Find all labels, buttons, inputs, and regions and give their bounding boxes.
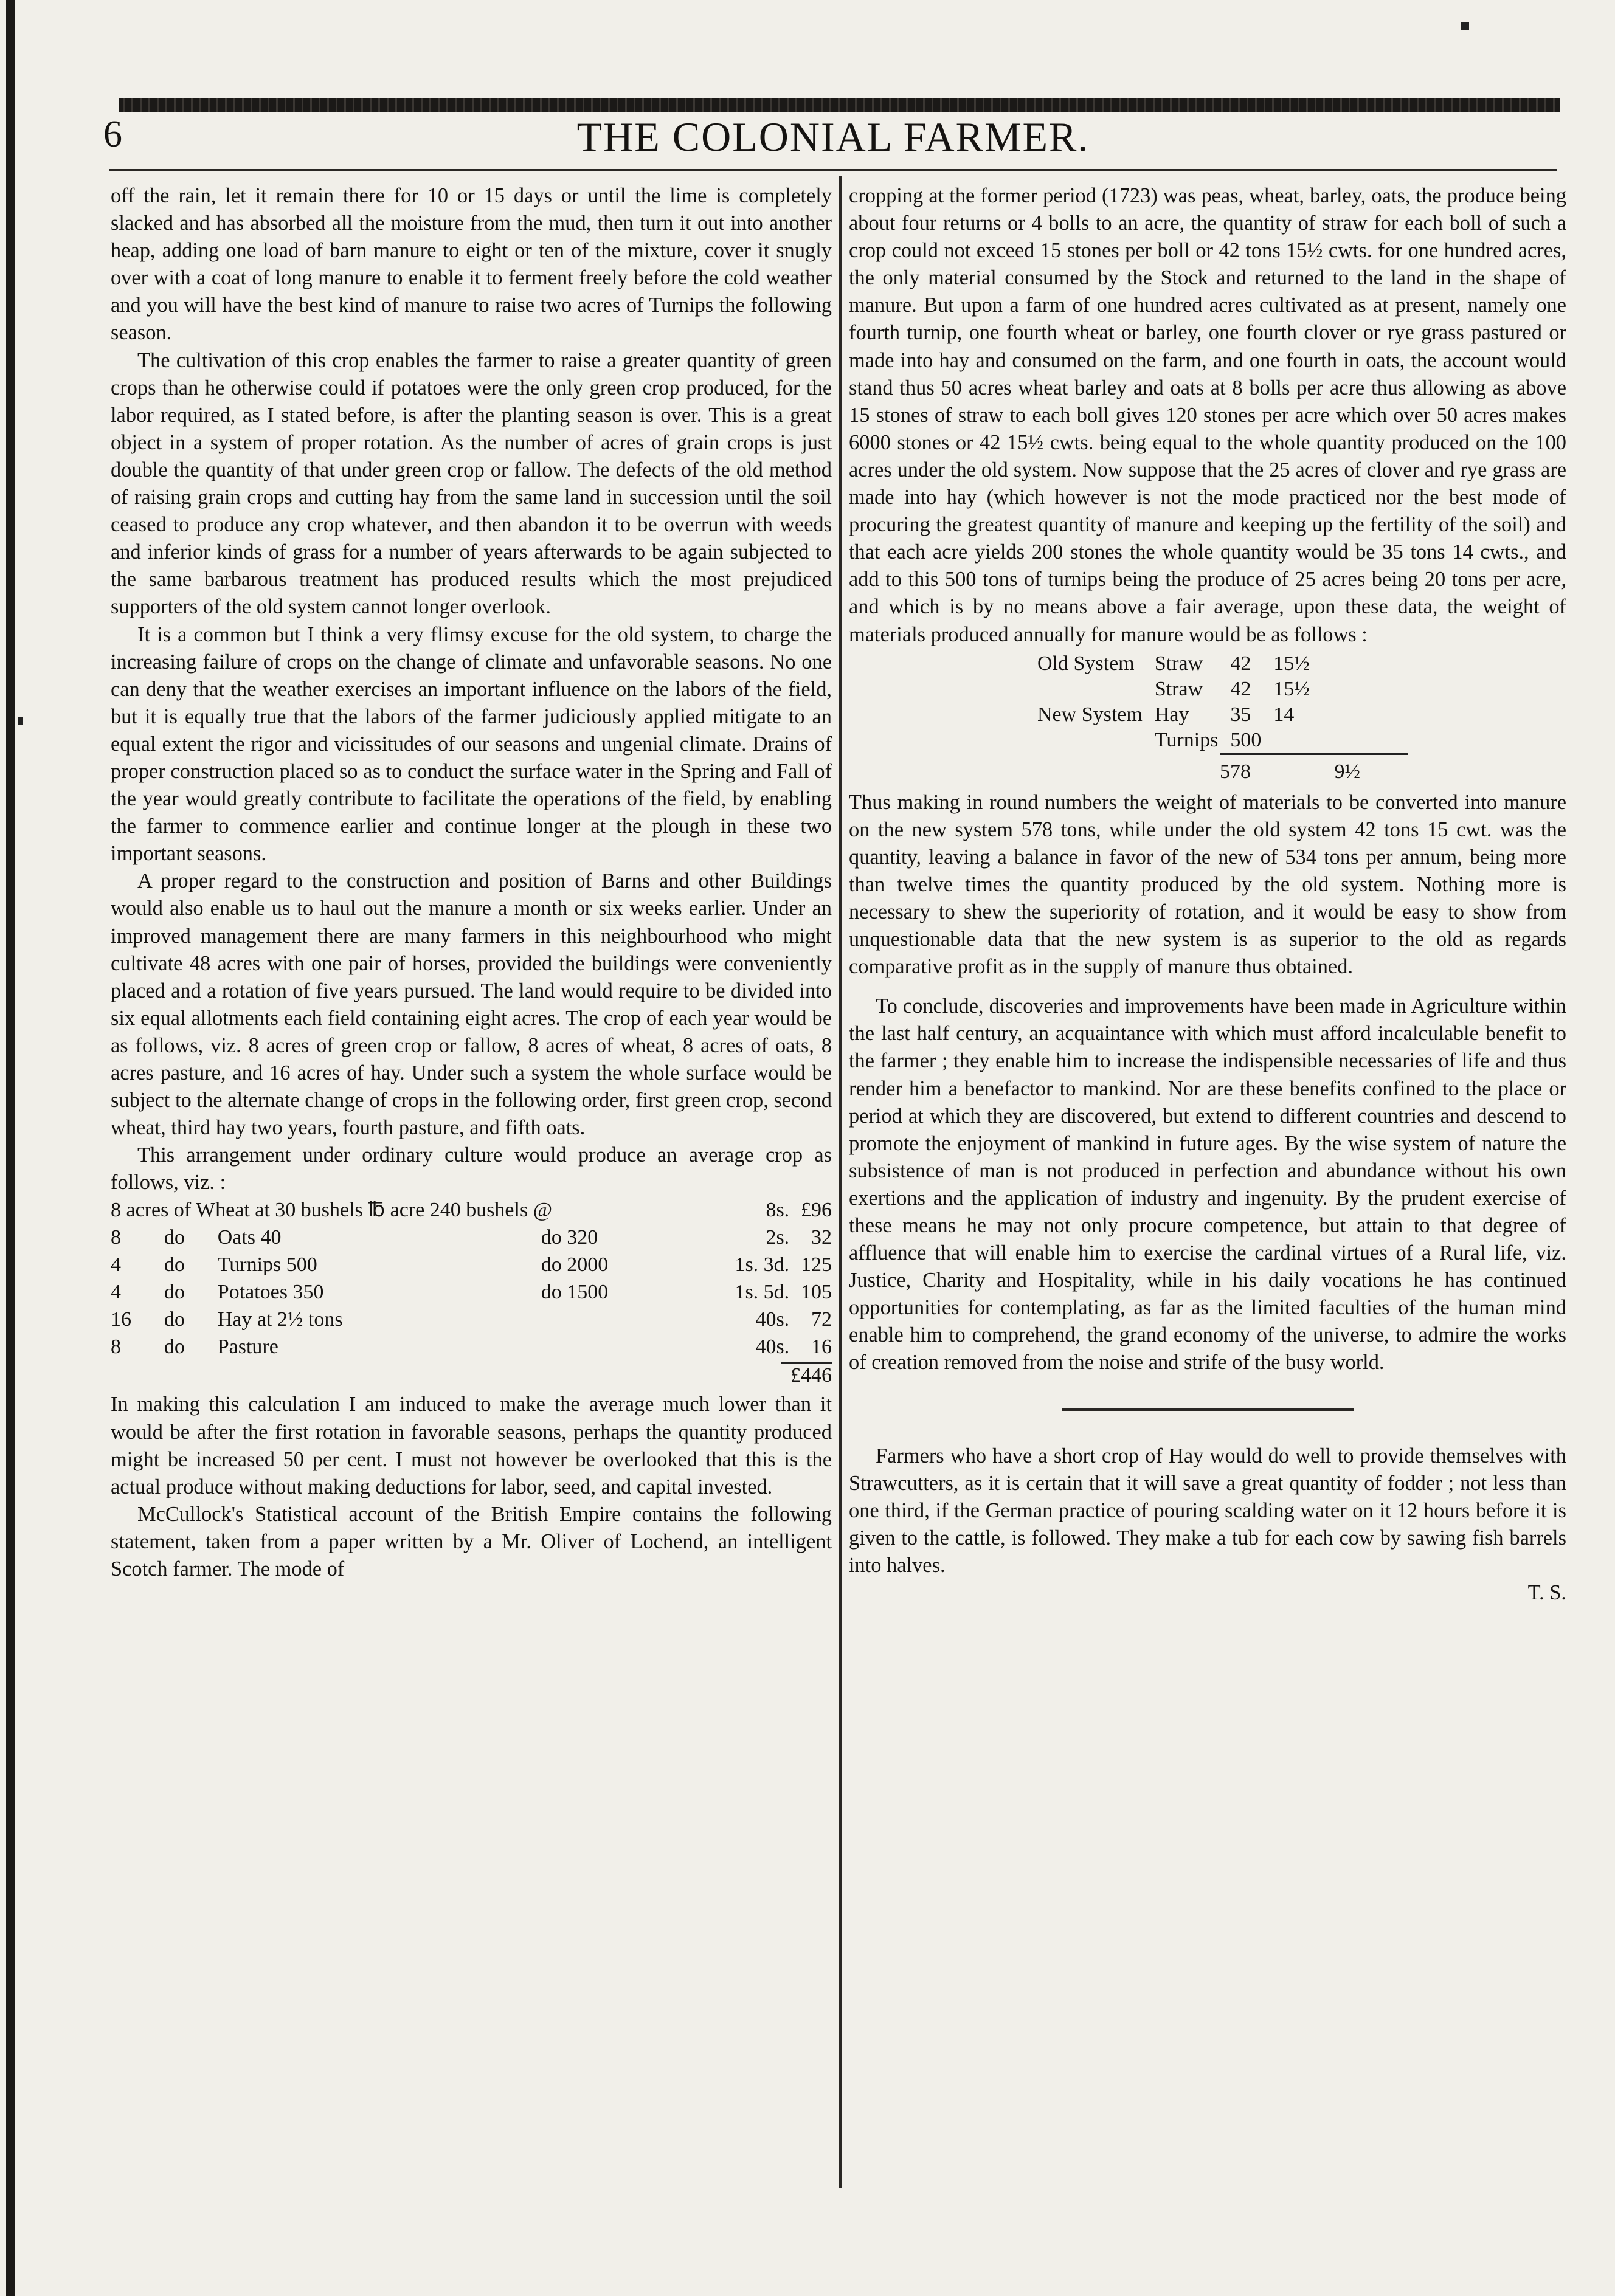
table-cell: do 2000 <box>541 1253 609 1277</box>
table-cell: 105 <box>801 1281 832 1304</box>
paragraph: To conclude, discoveries and improvements have been made in Agriculture within the last half century, an acquaintance with which must afford incalculable benefit to the farmer ; they enable him to increase the indispensible necessaries of life and thus render him a benefactor to mankind. Nor are these benefits confined to the place or period at which they are discovered, but extend to different countries and descend to promote the enjoyment of mankind in future ages. By the wise system of nature the subsistence of man is not produced in perfection and abundance without his own exertions and the application of industry and ingenuity. By the prudent exercise of these means he may not only procure competence, but attain to that degree of affluence that will enable him to exercise the cardinal virtues of a Rural life, viz. Justice, Charity and Hospitality, while in his daily vocations he has continued opportunities for contemplating, as far as the limited faculties of the human mind enable him to comprehend, the grand economy of the universe, to admire the works of creation removed from the noise and strife of the busy world. <box>849 995 1566 1374</box>
table-cell: do <box>164 1281 185 1304</box>
table-cell: Turnips 500 <box>217 1253 317 1277</box>
systems-total-cwt: 9½ <box>1334 760 1360 783</box>
table-cell: 8 <box>111 1226 121 1249</box>
table-cell <box>541 1333 715 1360</box>
right-column <box>849 182 1566 1607</box>
manure-systems-table <box>1031 651 1316 753</box>
table-cell: 1s. 3d. <box>735 1253 790 1277</box>
table-cell: Hay <box>1154 703 1189 726</box>
table-cell: Straw <box>1154 652 1203 675</box>
author-signature: T. S. <box>1527 1581 1566 1605</box>
header-ornamental-rule <box>119 98 1560 112</box>
page-header <box>103 113 1563 162</box>
table-cell: 8 <box>111 1336 121 1359</box>
table-cell: 1s. 5d. <box>735 1281 790 1304</box>
table-cell: do <box>164 1336 185 1359</box>
paragraph: cropping at the former period (1723) was peas, wheat, barley, oats, the produce being about four returns or 4 bolls to an acre, the quantity of straw for each boll of such a crop could not exceed 15 stones per boll or 42 tons 15½ cwts. for one hundred acres, the only material consumed by the Stock and returned to the land in the shape of manure. But upon a farm of one hundred acres cultivated as at present, namely one fourth turnip, one fourth wheat or barley, one fourth clover or rye grass pastured or made into hay and consumed on the farm, and one fourth in oats, the account would stand thus 50 acres wheat barley and oats at 8 bolls per acre thus allowing as above 15 stones of straw to each boll gives 120 stones per acre which over 50 acres makes 6000 stones or 42 15½ cwts. being equal to the whole quantity produced on the 100 acres under the old system. Now suppose that the 25 acres of clover and rye grass are made into hay (which however is not the mode practiced nor the best mode of procuring the greatest quantity of manure and keeping up the fertility of the soil) and that each acre yields 200 stones the whole quantity would be 35 tons 14 cwts., and add to this 500 tons of turnips being the produce of 25 acres being 20 tons per acre, and which is by no means above a fair average, upon these data, the weight of materials produced annually for manure would be as follows : <box>849 184 1566 646</box>
table-cell: 16 <box>811 1336 832 1359</box>
paragraph: A proper regard to the construction and position of Barns and other Buildings would also enable us to haul out the manure a month or six weeks earlier. Under an improved management there are many farmers in this neighbourhood who might cultivate 48 acres with one pair of horses, provided the buildings were conveniently placed and a rotation of five years pursued. The land would require to be divided into six equal allotments each field containing eight acres. The crop of each year would be as follows, viz. 8 acres of green crop or fallow, 8 acres of wheat, 8 acres of oats, 8 acres pasture, and 16 acres of hay. Under such a system the whole surface would be subject to the alternate change of crops in the following order, first green crop, second wheat, third hay two years, fourth pasture, and fifth oats. <box>111 869 832 1140</box>
table-cell: 15½ <box>1273 677 1310 700</box>
table-cell: £96 <box>801 1199 832 1222</box>
table-cell: 15½ <box>1273 652 1310 675</box>
table-row <box>111 1196 832 1224</box>
crop-total <box>111 1360 832 1391</box>
table-cell <box>541 1306 715 1333</box>
paragraph: McCullock's Statistical account of the British Empire contains the following statement, taken from a paper written by a Mr. Oliver of Lochend, an intelligent Scotch farmer. The mode of <box>111 1502 832 1581</box>
table-cell: Turnips <box>1154 728 1219 751</box>
table-row <box>111 1333 832 1360</box>
table-cell: 35 <box>1230 703 1251 726</box>
ink-speck <box>18 717 23 725</box>
running-title: THE COLONIAL FARMER. <box>576 114 1090 160</box>
table-cell: do 1500 <box>541 1281 609 1304</box>
table-cell: 500 <box>1230 728 1262 751</box>
table-cell: Potatoes 350 <box>217 1281 324 1304</box>
table-cell: do <box>164 1253 185 1277</box>
table-row <box>111 1306 832 1333</box>
table-cell: 16 <box>111 1308 131 1331</box>
systems-total-tons: 578 <box>1220 760 1251 783</box>
paragraph: Thus making in round numbers the weight of materials to be converted into manure on the new system 578 tons, while under the old system 42 tons 15 cwt. was the quantity, leaving a balance in favor of the new of 534 tons per annum, being more than twelve times the quantity produced by the old system. Nothing more is necessary to shew the superiority of rotation, and it would be easy to show from unquestionable data that the new system is as superior to the old as regards comparative profit as in the supply of manure thus obtained. <box>849 790 1566 979</box>
paragraph: It is a common but I think a very flimsy excuse for the old system, to charge the increasing failure of crops on the change of climate and unfavorable seasons. No one can deny that the weather exercises an important influence on the labors of the field, but it is equally true that the labors of the farmer judiciously applied mitigate to an equal extent the rigor and vicissitudes of our seasons and ungenial climate. Drains of proper construction placed so as to conduct the surface water in the Spring and Fall of the year would greatly contribute to facilitate the operations of the field, by enabling the farmer to commence earlier and continue longer at the plough in these two important seasons. <box>111 622 832 866</box>
column-divider <box>839 176 842 2188</box>
table-cell: do <box>164 1226 185 1249</box>
page-edge-shadow <box>6 0 15 2296</box>
paragraph: Farmers who have a short crop of Hay would do well to provide themselves with Strawcutters, as it is certain that it will save a great quantity of fodder ; not less than one third, if the German practice of pouring scalding water on it 12 hours before it is given to the cattle, is followed. They make a tub for each cow by sawing fish barrels into halves. <box>849 1444 1566 1577</box>
paragraph: off the rain, let it remain there for 10 or 15 days or until the lime is completely slacked and has absorbed all the moisture from the mud, then turn it out into another heap, adding one load of barn manure to eight or ten of the mixture, cover it snugly over with a coat of long manure to enable it to ferment freely before the cold weather and you will have the best kind of manure to raise two acres of Turnips the following season. <box>111 184 832 345</box>
systems-total <box>1220 753 1408 789</box>
table-cell: do 320 <box>541 1226 598 1249</box>
paragraph: In making this calculation I am induced to make the average much lower than it would be after the first rotation in favorable seasons, perhaps the quantity produced might be increased 50 per cent. I must not however be overlooked that this is the actual produce without making deductions for labor, seed, and capital invested. <box>111 1393 832 1498</box>
table-cell: 8 acres of Wheat at 30 bushels ℔ acre 240 bushels @ <box>111 1199 553 1222</box>
table-cell: 72 <box>811 1308 832 1331</box>
section-divider <box>1062 1408 1354 1411</box>
table-cell: Pasture <box>217 1336 278 1359</box>
table-cell: 14 <box>1273 703 1295 726</box>
table-cell: 40s. <box>755 1336 790 1359</box>
crop-produce-table <box>111 1196 832 1360</box>
page-number: 6 <box>103 114 122 155</box>
table-cell: 42 <box>1230 677 1251 700</box>
table-cell: Hay at 2½ tons <box>217 1308 343 1331</box>
table-cell: 32 <box>811 1226 832 1249</box>
table-row <box>1031 651 1316 677</box>
paragraph: This arrangement under ordinary culture would produce an average crop as follows, viz. : <box>111 1143 832 1195</box>
table-cell: 8s. <box>766 1199 790 1222</box>
table-cell: 2s. <box>766 1226 790 1249</box>
new-system-label: New System <box>1037 703 1143 726</box>
old-system-label: Old System <box>1037 652 1135 675</box>
table-cell: 4 <box>111 1253 121 1277</box>
header-rule <box>109 169 1557 171</box>
table-cell: 125 <box>801 1253 832 1277</box>
table-cell: 4 <box>111 1281 121 1304</box>
table-cell: 40s. <box>755 1308 790 1331</box>
crop-total-value: £446 <box>781 1362 832 1387</box>
paragraph: The cultivation of this crop enables the farmer to raise a greater quantity of green crops than he otherwise could if potatoes were the only green crop produced, for the labor required, as I stated before, is after the planting season is over. This is a great object in a system of proper rotation. As the number of acres of grain crops is just double the quantity of that under green crop or fallow. The defects of the old method of raising grain crops and cutting hay from the same land in succession until the soil ceased to produce any crop whatever, and then abandon it to be overrun with weeds and inferior kinds of grass for a number of years afterwards to be again subjected to the same barbarous treatment has produced results which the most prejudiced supporters of the old system cannot longer overlook. <box>111 348 832 619</box>
ink-speck <box>1461 22 1469 30</box>
table-row <box>111 1278 832 1306</box>
table-cell: Straw <box>1154 677 1203 700</box>
table-cell: do <box>164 1308 185 1331</box>
table-row <box>1031 677 1316 702</box>
table-cell: 42 <box>1230 652 1251 675</box>
table-cell: Oats 40 <box>217 1226 282 1249</box>
table-row <box>111 1224 832 1251</box>
left-column <box>111 182 832 1583</box>
table-row <box>111 1251 832 1278</box>
table-cell <box>1267 728 1316 753</box>
